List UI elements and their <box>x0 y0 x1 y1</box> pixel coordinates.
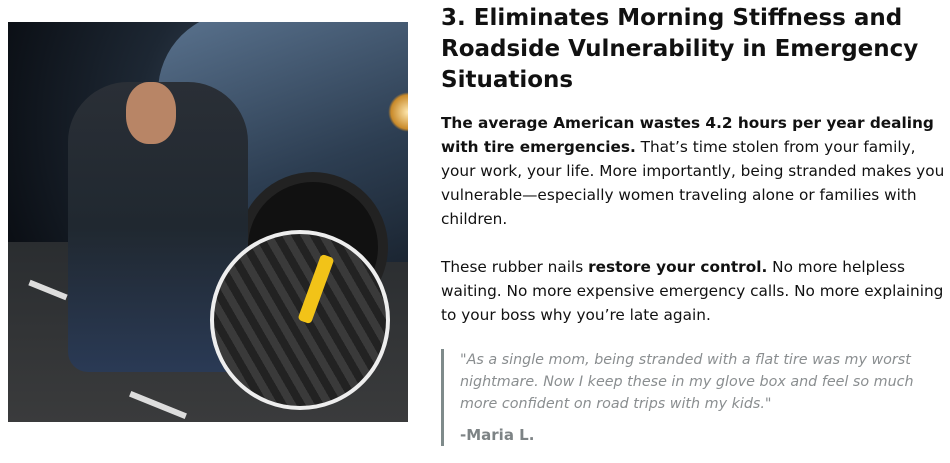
bold-phrase: restore your control. <box>588 258 768 276</box>
plug-tool <box>297 254 334 325</box>
paragraph-statistic <box>441 111 946 231</box>
testimonial-author: -Maria L. <box>460 426 535 444</box>
tire-closeup-inset <box>210 230 390 410</box>
mechanic-head <box>126 82 176 144</box>
section-heading: 3. Eliminates Morning Stiffness and Roadside Vulnerability in Emergency Situations <box>441 5 919 93</box>
paragraph-text: That’s time stolen from your family, your work, your life. More importantly, being stranded makes you vulnerable—especially women traveling alone or families with children. <box>441 138 945 228</box>
headlight <box>388 92 408 132</box>
product-photo <box>8 22 408 422</box>
paragraph-control <box>441 255 946 327</box>
testimonial-quote: "As a single mom, being stranded with a flat tire was my worst nightmare. Now I keep these in my glove box and feel so much more confident on road trips with my kids." <box>460 352 914 412</box>
section-content <box>441 0 946 327</box>
paragraph-text: No more helpless waiting. No more expensive emergency calls. No more explaining to your boss why you’re late again. <box>441 258 944 324</box>
bold-statistic: The average American wastes 4.2 hours per year dealing with tire emergencies. <box>441 114 934 156</box>
testimonial-blockquote <box>441 349 950 446</box>
paragraph-text: These rubber nails <box>441 258 589 276</box>
